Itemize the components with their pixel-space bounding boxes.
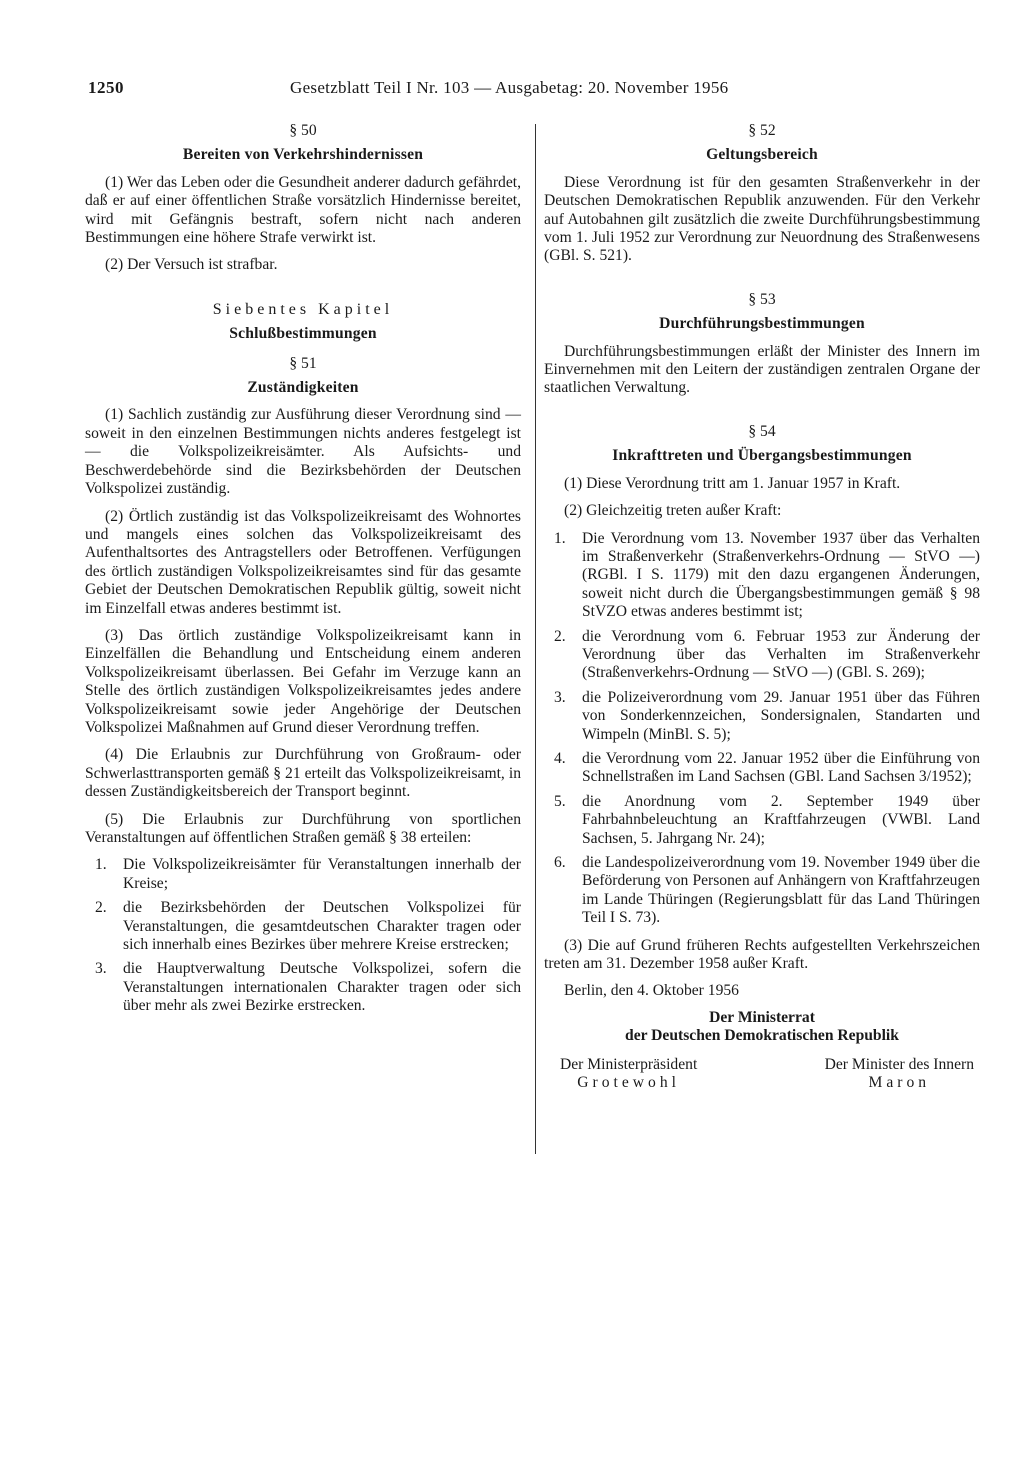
section-title-51: Zuständigkeiten (247, 379, 359, 397)
chapter-title: Schlußbestimmungen (229, 325, 377, 343)
list-item-number: 2. (554, 627, 566, 645)
list-item-text: die Verordnung vom 6. Februar 1953 zur Änderung der Verordnung über das Verhalten im Straßenverkehr (Straßenverkehrs-Ordnung — StVO —) (GBl. S. 269); (582, 627, 980, 682)
list-item-number: 5. (554, 792, 566, 810)
signatory-title: Der Ministerpräsident (560, 1055, 698, 1073)
column-divider (535, 124, 536, 1154)
section-54-paragraph-2: (2) Gleichzeitig treten außer Kraft: (564, 502, 782, 520)
list-item (544, 689, 980, 744)
signature-block (544, 1056, 980, 1093)
list-item (85, 960, 521, 1015)
section-number-51: § 51 (289, 354, 317, 372)
list-item (544, 854, 980, 928)
section-50-paragraph-2: (2) Der Versuch ist strafbar. (105, 256, 278, 274)
list-item (85, 856, 521, 893)
section-51-paragraph-5: (5) Die Erlaubnis zur Durchführung von sportlichen Veranstaltungen auf öffentlichen Straßen gemäß § 38 erteilen: (85, 810, 521, 846)
section-54-paragraph-3: (3) Die auf Grund früheren Rechts aufgestellten Verkehrszeichen treten am 31. Dezember 1958 außer Kraft. (544, 936, 980, 973)
signature-interior-minister (825, 1056, 974, 1093)
list-item-text: die Anordnung vom 2. September 1949 über Fahrbahnbeleuchtung an Kraftfahrzeugen (VWBl. Land Sachsen, 5. Jahrgang Nr. 24); (582, 792, 980, 847)
section-number-50: § 50 (289, 122, 317, 139)
issuing-body-line-2: der Deutschen Demokratischen Republik (625, 1027, 899, 1045)
signatory-name: Grotewohl (577, 1074, 680, 1092)
list-item (544, 793, 980, 848)
left-column (85, 120, 521, 1025)
list-item-number: 6. (554, 854, 566, 871)
list-item (544, 628, 980, 683)
section-51-list (85, 856, 521, 1015)
list-item-number: 4. (554, 749, 566, 767)
right-column (544, 120, 980, 1092)
signature-prime-minister (560, 1056, 697, 1093)
list-item-text: die Verordnung vom 22. Januar 1952 über die Einführung von Schnellstraßen im Land Sachsen (GBl. Land Sachsen 3/1952); (582, 749, 980, 786)
list-item-text: die Polizeiverordnung vom 29. Januar 1951 über das Führen von Sonderkennzeichen, Sondersignalen, Standarten und Wimpeln (MinBl. S. 5); (582, 688, 980, 743)
list-item-text: Die Volkspolizeikreisämter für Veranstaltungen innerhalb der Kreise; (123, 856, 521, 892)
section-52-paragraph-1: Diese Verordnung ist für den gesamten Straßenverkehr in der Deutschen Demokratischen Republik anzuwenden. Für den Verkehr auf Autobahnen gilt zusätzlich die zweite Durchführungsbestimmung vom 1. Juli 1952 zur Verordnung zur Neuordnung des Straßenwesens (GBl. S. 521). (544, 173, 980, 265)
issuing-body-line-1: Der Ministerrat (709, 1008, 815, 1026)
section-51-paragraph-4: (4) Die Erlaubnis zur Durchführung von Großraum- oder Schwerlasttransporten gemäß § 21 erteilt das Volkspolizeikreisamt, in dessen Zuständigkeitsbereich der Transport beginnt. (85, 746, 521, 801)
section-title-54: Inkrafttreten und Übergangsbestimmungen (612, 447, 912, 465)
page-number: 1250 (88, 78, 124, 97)
list-item-number: 1. (554, 529, 566, 547)
section-53-paragraph-1: Durchführungsbestimmungen erläßt der Minister des Innern im Einvernehmen mit den Leitern der zuständigen zentralen Organe der staatlichen Verwaltung. (544, 342, 980, 397)
list-item-text: Die Verordnung vom 13. November 1937 über das Verhalten im Straßenverkehr (Straßenverkehrs-Ordnung — StVO —) (RGBl. I S. 1179) mit den dazu ergangenen Änderungen, soweit nicht durch die Übergangsbestimmungen gemäß § 98 StVZO etwas anderes bestimmt ist; (582, 529, 980, 621)
list-item-number: 3. (554, 688, 566, 706)
section-51-paragraph-3: (3) Das örtlich zuständige Volkspolizeikreisamt kann in Einzelfällen die Behandlung und Entscheidung einem anderen Volkspolizeikreisamt überlassen. Bei Gefahr im Verzuge kann an Stelle des örtlich zuständigen Volkspolizeikreisamtes jedes andere Volkspolizeikreisamt sowie jeder Angehörige der Deutschen Volkspolizei Maßnahmen auf Grund dieser Verordnung treffen. (85, 626, 521, 736)
list-item-number: 2. (95, 899, 107, 917)
list-item (544, 530, 980, 622)
list-item-number: 3. (95, 960, 107, 978)
section-number-52: § 52 (748, 122, 776, 139)
section-50-paragraph-1: (1) Wer das Leben oder die Gesundheit anderer dadurch gefährdet, daß er auf einer öffentlichen Straße vorsätzlich Hindernisse bereitet, wird mit Gefängnis bestraft, sofern nicht nach anderen Bestimmungen eine höhere Strafe verwirkt ist. (85, 173, 521, 247)
signatory-name: Maron (868, 1074, 931, 1092)
chapter-label: Siebentes Kapitel (212, 300, 394, 318)
section-54-paragraph-1: (1) Diese Verordnung tritt am 1. Januar 1957 in Kraft. (564, 474, 901, 492)
section-title-52: Geltungsbereich (706, 146, 818, 164)
list-item (85, 899, 521, 954)
list-item (544, 750, 980, 787)
section-54-list (544, 530, 980, 928)
place-date: Berlin, den 4. Oktober 1956 (564, 982, 739, 1000)
list-item-text: die Bezirksbehörden der Deutschen Volkspolizei für Veranstaltungen, die gesamtdeutschen Charakter tragen oder sich innerhalb eines Bezirkes über mehrere Kreise erstrecken; (123, 899, 521, 954)
section-51-paragraph-1: (1) Sachlich zuständig zur Ausführung dieser Verordnung sind — soweit in den einzelnen Bestimmungen nichts anderes festgelegt ist — die Volkspolizeikreisämter. Als Aufsichts- und Beschwerdebehörde sind die Bezirksbehörden der Deutschen Volkspolizei zuständig. (85, 406, 521, 498)
signatory-title: Der Minister des Innern (824, 1055, 974, 1073)
section-number-54: § 54 (748, 422, 776, 440)
list-item-number: 1. (95, 856, 107, 874)
section-number-53: § 53 (748, 290, 776, 308)
section-51-paragraph-2: (2) Örtlich zuständig ist das Volkspolizeikreisamt des Wohnortes und mangels eines solchen das Volkspolizeikreisamt des Aufenthaltsortes des Antragstellers oder Betroffenen. Verfügungen des örtlich zuständigen Volkspolizeikreisamtes sind für das gesamte Gebiet der Deutschen Demokratischen Republik gültig, soweit nicht im Einzelfall etwas anderes bestimmt ist. (85, 507, 521, 617)
list-item-text: die Hauptverwaltung Deutsche Volkspolizei, sofern die Veranstaltungen internationalen Charakter tragen oder sich über mehr als zwei Bezirke erstrecken. (123, 960, 521, 1015)
list-item-text: die Landespolizeiverordnung vom 19. November 1949 über die Beförderung von Personen auf Anhängern von Kraftfahrzeugen im Lande Thüringen (Regierungsblatt für das Land Thüringen Teil I S. 73). (582, 854, 980, 927)
section-title-53: Durchführungsbestimmungen (659, 315, 865, 333)
section-title-50: Bereiten von Verkehrshindernissen (182, 146, 424, 164)
running-title: Gesetzblatt Teil I Nr. 103 — Ausgabetag: 20. November 1956 (290, 78, 729, 97)
